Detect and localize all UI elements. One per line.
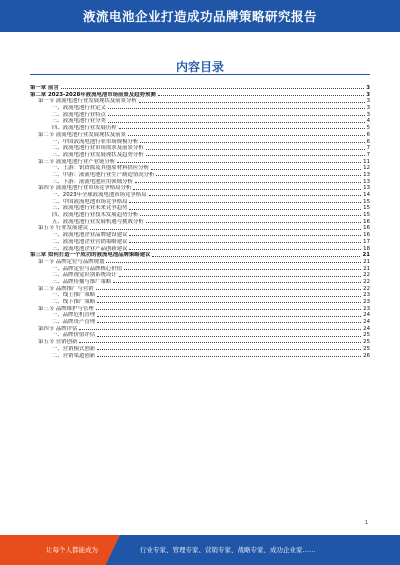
- toc-entry-text: 四、液流电池行业技术发展趋势分析: [52, 212, 139, 219]
- toc-entry-text: 四、液流电池行业发展历程: [52, 125, 117, 132]
- page-number: 1: [364, 520, 368, 526]
- toc-entry-text: 二、中游：液流电池行业生产制造情况分析: [52, 171, 155, 178]
- toc-entry[interactable]: [30, 92, 370, 99]
- toc-leader-dots: [119, 275, 361, 277]
- toc-entry-text: 二、品牌视觉识别系统设计: [52, 272, 117, 279]
- toc-entry-page: 18: [363, 245, 370, 252]
- toc-leader-dots: [117, 161, 361, 163]
- toc-entry-text: 三、液流电池行业未来竞争趋势: [52, 205, 128, 212]
- toc-entry[interactable]: [30, 125, 370, 132]
- toc-leader-dots: [90, 228, 361, 230]
- toc-entry-page: 25: [363, 332, 370, 339]
- toc-entry[interactable]: [30, 332, 370, 339]
- toc-entry-page: 24: [363, 319, 370, 326]
- toc-entry[interactable]: [30, 212, 370, 219]
- toc-entry-text: 第四节 液流电池行业市场竞争格局分析: [38, 185, 132, 192]
- footer-slogan-right: 行业专家、管理专家、营销专家、战略专家、成功企业家……: [140, 546, 316, 554]
- toc-entry-page: 21: [362, 252, 370, 259]
- toc-leader-dots: [140, 214, 361, 216]
- toc-entry-page: 3: [366, 105, 370, 112]
- toc-entry-text: 二、液流电池行业市场需求及前景分析: [52, 145, 144, 152]
- toc-entry[interactable]: [30, 139, 370, 146]
- toc-leader-dots: [79, 341, 361, 343]
- toc-entry-text: 二、液流电池行业特点: [52, 111, 106, 118]
- toc-leader-dots: [97, 348, 361, 350]
- toc-leader-dots: [146, 148, 365, 150]
- toc-entry[interactable]: [30, 259, 370, 266]
- toc-entry[interactable]: [30, 239, 370, 246]
- toc-entry-text: 一、上游：钒资源及其他原材料供应分析: [52, 165, 150, 172]
- toc-entry-page: 22: [363, 272, 370, 279]
- toc-leader-dots: [97, 295, 361, 297]
- toc-entry-page: 23: [363, 292, 370, 299]
- toc-entry[interactable]: [30, 319, 370, 326]
- toc-entry-page: 15: [363, 205, 370, 212]
- toc-leader-dots: [129, 234, 361, 236]
- toc-leader-dots: [97, 321, 361, 323]
- toc-entry[interactable]: [30, 152, 370, 159]
- toc-entry-text: 第五节 营销创新: [38, 339, 78, 346]
- toc-entry-page: 13: [363, 185, 370, 192]
- toc-entry-page: 16: [363, 218, 370, 225]
- toc-entry[interactable]: [30, 85, 370, 92]
- toc-entry[interactable]: [30, 272, 370, 279]
- toc-entry-text: 第一章 前言: [30, 85, 59, 91]
- toc-entry[interactable]: [30, 172, 370, 179]
- toc-entry-page: 4: [366, 118, 370, 125]
- toc-entry-page: 21: [363, 265, 370, 272]
- title-divider: [30, 74, 370, 75]
- toc-entry-page: 22: [363, 278, 370, 285]
- toc-leader-dots: [96, 308, 362, 310]
- toc-leader-dots: [149, 194, 362, 196]
- toc-leader-dots: [129, 208, 361, 210]
- report-title: 液流电池企业打造成功品牌策略研究报告: [82, 9, 317, 24]
- toc-entry[interactable]: [30, 192, 370, 199]
- toc-entry-page: 26: [363, 352, 370, 359]
- toc-entry-text: 第二节 液流电池行业发展现状及前景: [38, 131, 126, 138]
- toc-entry-page: 7: [366, 145, 370, 152]
- toc-entry-page: 13: [363, 171, 370, 178]
- toc-leader-dots: [97, 301, 361, 303]
- toc-entry-page: 25: [363, 345, 370, 352]
- toc-entry-text: 二、中国液流电池市场竞争格局: [52, 198, 128, 205]
- toc-entry[interactable]: [30, 165, 370, 172]
- toc-entry-text: 五、液流电池行业发展机遇与挑战分析: [52, 218, 144, 225]
- toc-leader-dots: [139, 101, 365, 103]
- toc-entry[interactable]: [30, 353, 370, 360]
- toc-entry-text: 第二章 2023-2028年液流电池市场前景及趋势预测: [30, 91, 156, 98]
- toc-entry-page: 3: [366, 85, 370, 91]
- toc-leader-dots: [119, 127, 365, 129]
- toc-entry[interactable]: [30, 246, 370, 253]
- toc-entry-text: 一、2023年全球液流电池市场竞争格局: [52, 192, 147, 198]
- toc-entry-text: 三、品牌传播与推广策略: [52, 278, 112, 285]
- toc-leader-dots: [146, 154, 365, 156]
- toc-leader-dots: [96, 288, 362, 290]
- toc-entry[interactable]: [30, 312, 370, 319]
- toc-entry-text: 第五节 行业发展建议: [38, 225, 89, 232]
- toc-entry[interactable]: [30, 326, 370, 333]
- toc-leader-dots: [133, 188, 361, 190]
- toc-leader-dots: [128, 134, 365, 136]
- toc-title: 内容目录: [175, 60, 224, 74]
- toc-entry-text: 三、液流电池行业分类: [52, 118, 106, 125]
- toc-entry-page: 6: [366, 138, 370, 145]
- toc-entry-page: 23: [363, 305, 370, 312]
- toc-entry[interactable]: [30, 306, 370, 313]
- toc-entry-page: 6: [366, 131, 370, 138]
- toc-entry-page: 22: [363, 285, 370, 292]
- toc-leader-dots: [61, 87, 364, 89]
- toc-entry-text: 一、品牌危机管理: [52, 312, 96, 319]
- toc-entry-text: 二、线下推广策略: [52, 299, 96, 305]
- toc-entry-text: 一、营销模式创新: [52, 345, 96, 352]
- toc-entry-page: 15: [363, 198, 370, 205]
- toc-entry-page: 24: [363, 325, 370, 332]
- toc-entry-page: 15: [363, 212, 370, 219]
- table-of-contents: [30, 85, 370, 533]
- toc-entry[interactable]: [30, 346, 370, 353]
- toc-leader-dots: [108, 107, 365, 109]
- toc-entry[interactable]: [30, 179, 370, 186]
- toc-entry[interactable]: [30, 286, 370, 293]
- toc-entry[interactable]: [30, 339, 370, 346]
- toc-entry-page: 3: [366, 98, 370, 105]
- toc-entry-text: 一、品牌价值评估: [52, 332, 96, 339]
- toc-leader-dots: [129, 201, 361, 203]
- toc-entry[interactable]: [30, 185, 370, 192]
- toc-leader-dots: [79, 328, 361, 330]
- toc-entry-text: 二、液流电池企业营销策略建议: [52, 238, 128, 245]
- toc-entry-text: 一、中国液流电池行业市场规模分析: [52, 138, 139, 145]
- toc-entry[interactable]: [30, 145, 370, 152]
- toc-entry[interactable]: [30, 199, 370, 206]
- toc-entry-page: 3: [366, 91, 370, 98]
- toc-entry-page: 23: [363, 299, 370, 305]
- toc-entry-text: 第三章 如何打造一个成功的液流电池品牌策略建议: [30, 252, 151, 259]
- toc-entry[interactable]: [30, 252, 370, 259]
- toc-entry-page: 24: [363, 312, 370, 319]
- toc-entry-page: 14: [363, 192, 370, 198]
- toc-entry[interactable]: [30, 232, 370, 239]
- toc-entry[interactable]: [30, 225, 370, 232]
- toc-leader-dots: [108, 114, 365, 116]
- toc-entry-text: 第一节 液流电池行业发展现状及前景分析: [38, 98, 137, 105]
- toc-entry-page: 21: [363, 258, 370, 265]
- toc-leader-dots: [97, 315, 361, 317]
- toc-entry-page: 16: [363, 232, 370, 239]
- toc-leader-dots: [129, 241, 361, 243]
- toc-entry-page: 16: [363, 225, 370, 232]
- toc-entry-page: 7: [366, 151, 370, 158]
- toc-leader-dots: [151, 168, 361, 170]
- toc-entry[interactable]: [30, 98, 370, 105]
- toc-entry-text: 一、线上推广策略: [52, 292, 96, 299]
- toc-leader-dots: [97, 335, 361, 337]
- toc-entry-text: 第三节 品牌维护与管理: [38, 305, 94, 312]
- toc-leader-dots: [108, 121, 365, 123]
- toc-entry[interactable]: [30, 266, 370, 273]
- toc-entry-text: 第一节 品牌定位与品牌规划: [38, 258, 105, 265]
- report-header: [0, 0, 400, 32]
- toc-entry-text: 二、营销渠道创新: [52, 352, 96, 359]
- toc-leader-dots: [158, 94, 364, 96]
- toc-entry-page: 11: [363, 158, 370, 165]
- toc-entry-page: 3: [366, 111, 370, 118]
- toc-leader-dots: [106, 261, 361, 263]
- toc-entry[interactable]: [30, 292, 370, 299]
- toc-entry[interactable]: [30, 219, 370, 226]
- toc-leader-dots: [146, 221, 361, 223]
- toc-entry-text: 一、液流电池企业品牌建设建议: [52, 232, 128, 239]
- toc-leader-dots: [124, 268, 361, 270]
- toc-entry-text: 三、液流电池行业发展现状及趋势分析: [52, 151, 144, 158]
- toc-entry-text: 二、品牌资产管理: [52, 319, 96, 326]
- toc-leader-dots: [113, 281, 361, 283]
- toc-entry[interactable]: [30, 132, 370, 139]
- toc-entry[interactable]: [30, 105, 370, 112]
- toc-entry-page: 25: [363, 339, 370, 346]
- toc-entry-text: 一、液流电池行业定义: [52, 105, 106, 112]
- footer-slogan-left: 让每个人都能成为: [46, 546, 98, 554]
- toc-entry-page: 12: [363, 165, 370, 172]
- toc-entry[interactable]: [30, 159, 370, 166]
- toc-entry-page: 13: [363, 178, 370, 185]
- toc-leader-dots: [152, 255, 360, 257]
- toc-entry-page: 17: [363, 238, 370, 245]
- toc-leader-dots: [156, 174, 361, 176]
- toc-entry-text: 第四节 品牌评估: [38, 325, 78, 332]
- toc-entry[interactable]: [30, 299, 370, 306]
- toc-entry[interactable]: [30, 112, 370, 119]
- toc-entry-text: 三、液流电池企业产品创新建议: [52, 245, 128, 252]
- toc-entry-page: 5: [366, 125, 370, 132]
- footer-banner: [0, 535, 400, 565]
- toc-leader-dots: [97, 355, 361, 357]
- toc-leader-dots: [129, 248, 361, 250]
- toc-leader-dots: [140, 141, 364, 143]
- toc-entry-text: 第二节 品牌推广与营销: [38, 285, 94, 292]
- toc-entry-text: 三、下游：液流电池应用领域分析: [52, 178, 133, 185]
- toc-entry[interactable]: [30, 279, 370, 286]
- toc-entry[interactable]: [30, 118, 370, 125]
- toc-entry[interactable]: [30, 205, 370, 212]
- toc-entry-text: 第三节 液流电池行业产业链分析: [38, 158, 116, 165]
- toc-entry-text: 一、品牌定位与品牌核心价值: [52, 265, 123, 272]
- toc-leader-dots: [135, 181, 361, 183]
